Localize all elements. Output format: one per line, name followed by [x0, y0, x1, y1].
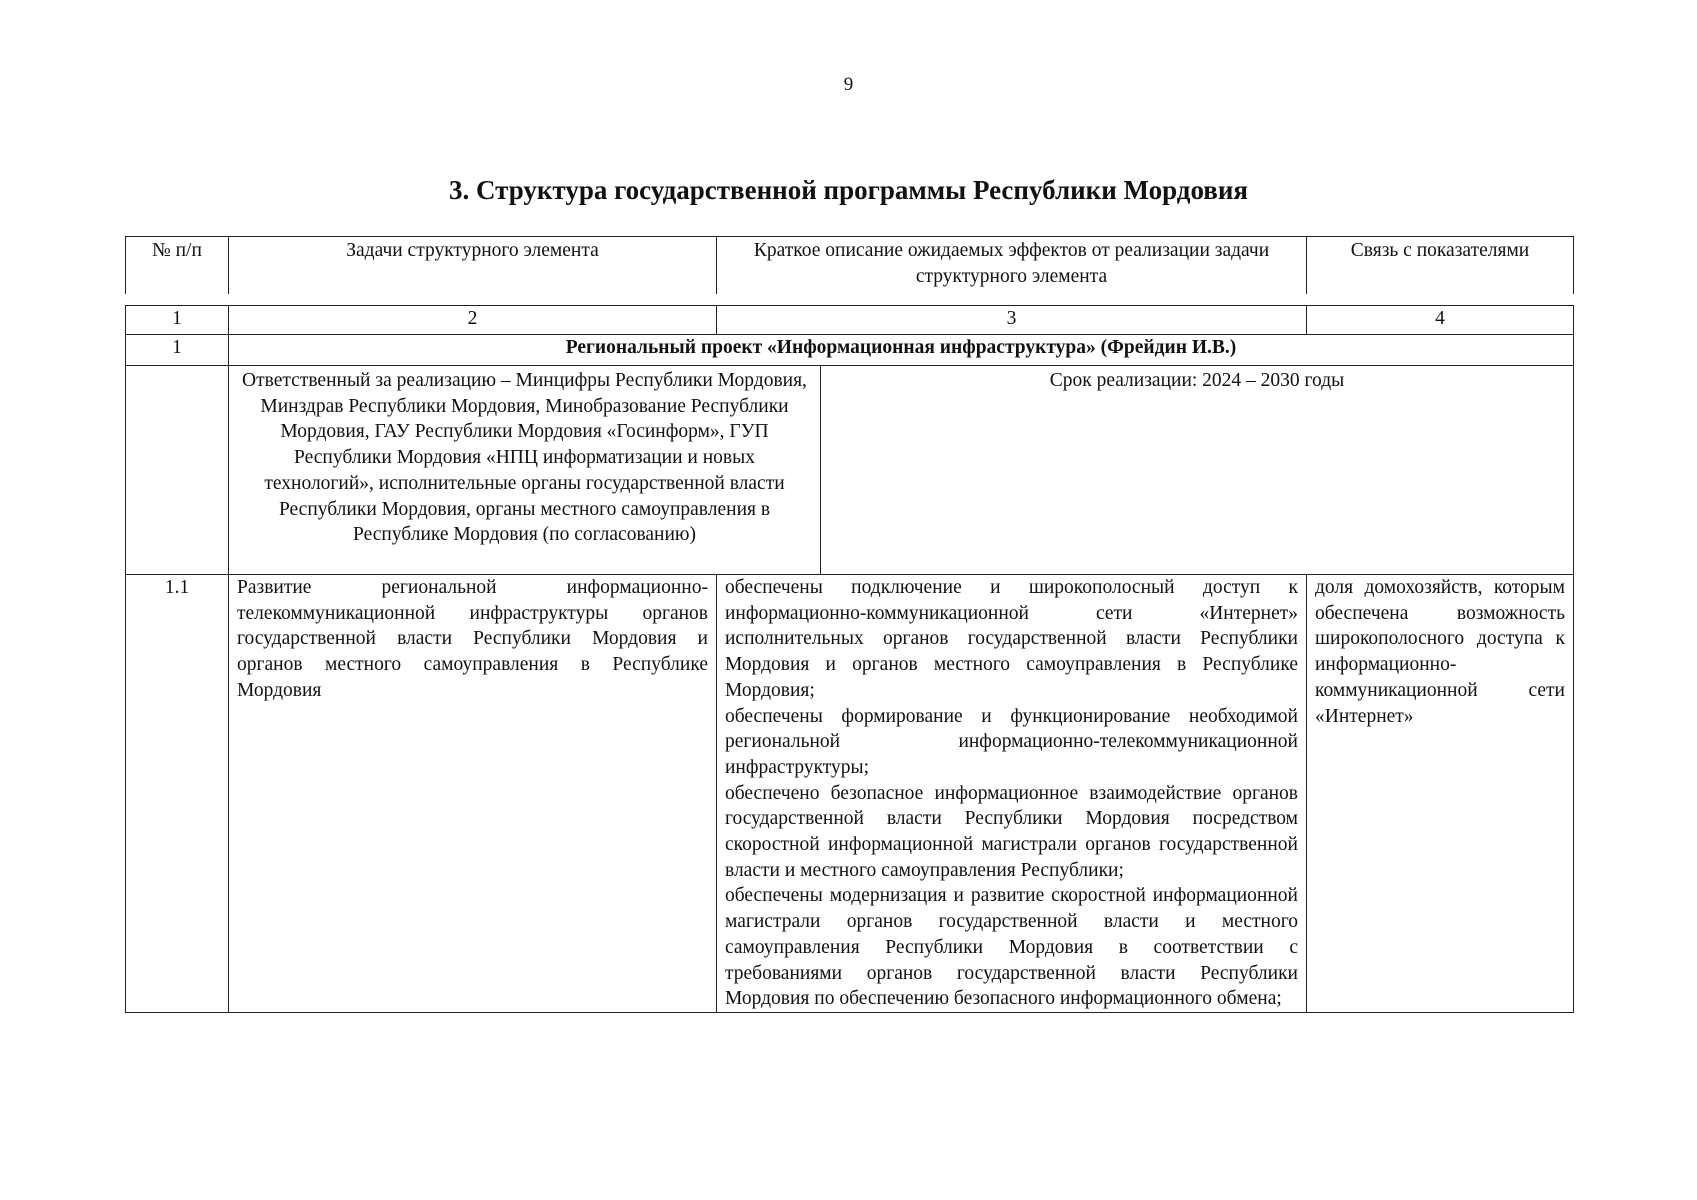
column-number: 4 [1307, 306, 1574, 335]
column-number: 2 [229, 306, 717, 335]
header-tasks: Задачи структурного элемента [229, 237, 717, 295]
column-number: 3 [717, 306, 1307, 335]
table-row [126, 575, 1574, 1013]
row-indicator: доля домохозяйств, которым обеспечена возможность широкополосного доступа к информационно-коммуникационной сети «Интернет» [1307, 575, 1574, 1013]
column-number: 1 [126, 306, 229, 335]
row-task: Развитие региональной информационно-телекоммуникационной инфраструктуры органов государственной власти Республики Мордовия и органов местного самоуправления в Республике Мордовия [229, 575, 717, 1013]
effect-item: обеспечены формирование и функционирование необходимой региональной информационно-телекоммуникационной инфраструктуры; [725, 705, 1298, 778]
project-title: Региональный проект «Информационная инфраструктура» (Фрейдин И.В.) [229, 335, 1574, 366]
project-info-row [126, 366, 1574, 575]
table-header [125, 236, 1574, 294]
effect-item: обеспечены подключение и широкополосный доступ к информационно-коммуникационной сети «Интернет» исполнительных органов государственной власти Республики Мордовия и органов местного самоуправления в Республике Мордовия; [725, 577, 1298, 701]
effect-item: обеспечено безопасное информационное взаимодействие органов государственной власти Республики Мордовия посредством скоростной информационной магистрали органов государственной власти и местного самоуправления Республики; [725, 782, 1298, 881]
page-title: 3. Структура государственной программы Республики Мордовия [448, 175, 1249, 205]
header-num: № п/п [126, 237, 229, 295]
page-number: 9 [843, 74, 854, 95]
row-effects [717, 575, 1307, 1013]
structure-table [125, 305, 1574, 1013]
project-row [126, 335, 1574, 366]
effect-item: обеспечены модернизация и развитие скоростной информационной магистрали органов государственной власти и местного самоуправления Республики Мордовия в соответствии с требованиями органов государственной власти Республики Мордовия по обеспечению безопасного информационного обмена; [725, 885, 1298, 1010]
project-responsible: Ответственный за реализацию – Минцифры Республики Мордовия, Минздрав Республики Мордовия, Минобразование Республики Мордовия, ГАУ Республики Мордовия «Госинформ», ГУП Республики Мордовия «НПЦ информатизации и новых технологий», исполнительные органы государственной власти Республики Мордовия, органы местного самоуправления в Республике Мордовия (по согласованию) [229, 366, 821, 575]
project-term: Срок реализации: 2024 – 2030 годы [821, 366, 1574, 575]
header-indicators: Связь с показателями [1307, 237, 1574, 295]
column-number-row [126, 306, 1574, 335]
header-effects: Краткое описание ожидаемых эффектов от реализации задачи структурного элемента [717, 237, 1307, 295]
project-info-empty [126, 366, 229, 575]
project-num: 1 [126, 335, 229, 366]
row-num: 1.1 [126, 575, 229, 1013]
